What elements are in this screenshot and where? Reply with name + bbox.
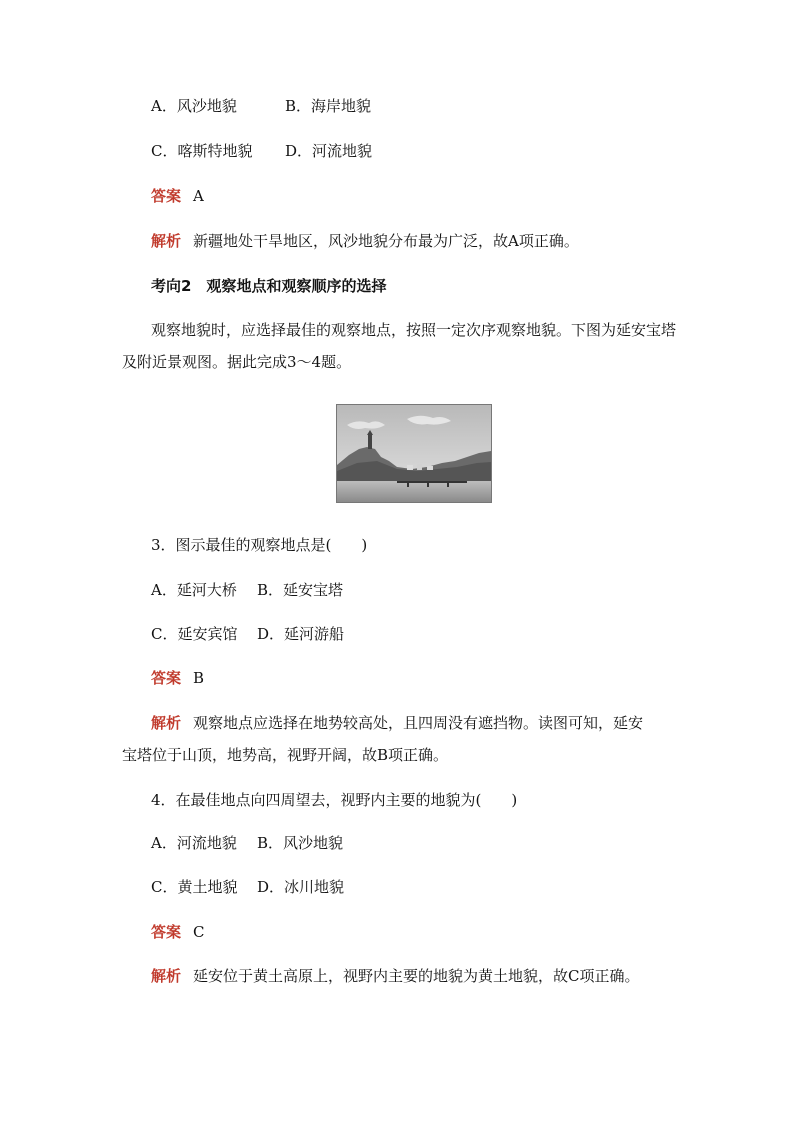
answer-label: 答案 <box>151 187 182 205</box>
section-title: 考向2 观察地点和观察顺序的选择 <box>151 277 387 295</box>
q2-option-a: A．风沙地貌 <box>151 97 237 115</box>
q4-answer <box>151 922 205 942</box>
q3-analysis-line-1 <box>151 713 643 733</box>
q3-option-b: B．延安宝塔 <box>257 581 344 599</box>
q2-option-b: B．海岸地貌 <box>285 97 372 115</box>
q3-option-a: A．延河大桥 <box>151 581 237 599</box>
answer-label: 答案 <box>151 669 182 687</box>
q2-answer <box>151 186 204 206</box>
answer-value: B <box>193 669 205 687</box>
q3-options-row-2 <box>151 624 344 644</box>
q4-options-row-2 <box>151 877 344 897</box>
analysis-text: 新疆地处干旱地区，风沙地貌分布最为广泛，故A项正确。 <box>193 232 579 250</box>
q2-option-d: D．河流地貌 <box>285 142 373 160</box>
answer-value: A <box>193 187 204 205</box>
analysis-label: 解析 <box>151 967 182 985</box>
intro-paragraph: 观察地貌时，应选择最佳的观察地点，按照一定次序观察地貌。下图为延安宝塔及附近景观图。据此完成3～4题。 <box>122 321 677 371</box>
q3-option-d: D．延河游船 <box>257 625 345 643</box>
q2-analysis <box>151 231 579 251</box>
q3-option-c: C．延安宾馆 <box>151 625 238 643</box>
q4-stem: 4．在最佳地点向四周望去，视野内主要的地貌为( ) <box>151 791 518 809</box>
answer-value: C <box>193 923 205 941</box>
q4-analysis <box>151 966 640 986</box>
q3-answer <box>151 668 204 688</box>
analysis-label: 解析 <box>151 232 182 250</box>
q4-option-b: B．风沙地貌 <box>257 834 344 852</box>
q4-option-a: A．河流地貌 <box>151 834 237 852</box>
analysis-label: 解析 <box>151 714 182 732</box>
answer-label: 答案 <box>151 923 182 941</box>
q3-options-row-1 <box>151 580 343 600</box>
q4-option-c: C．黄土地貌 <box>151 878 238 896</box>
q3-analysis-line-2: 宝塔位于山顶，地势高，视野开阔，故B项正确。 <box>122 746 449 764</box>
q3-stem: 3．图示最佳的观察地点是( ) <box>151 536 368 554</box>
q2-options-row-1 <box>151 96 371 116</box>
q4-option-d: D．冰川地貌 <box>257 878 345 896</box>
q4-options-row-1 <box>151 833 343 853</box>
q2-options-row-2 <box>151 141 372 161</box>
analysis-text: 观察地点应选择在地势较高处，且四周没有遮挡物。读图可知，延安 <box>193 714 644 732</box>
analysis-text: 延安位于黄土高原上，视野内主要的地貌为黄土地貌，故C项正确。 <box>193 967 640 985</box>
yanan-pagoda-photo <box>336 404 492 503</box>
q2-option-c: C．喀斯特地貌 <box>151 142 253 160</box>
